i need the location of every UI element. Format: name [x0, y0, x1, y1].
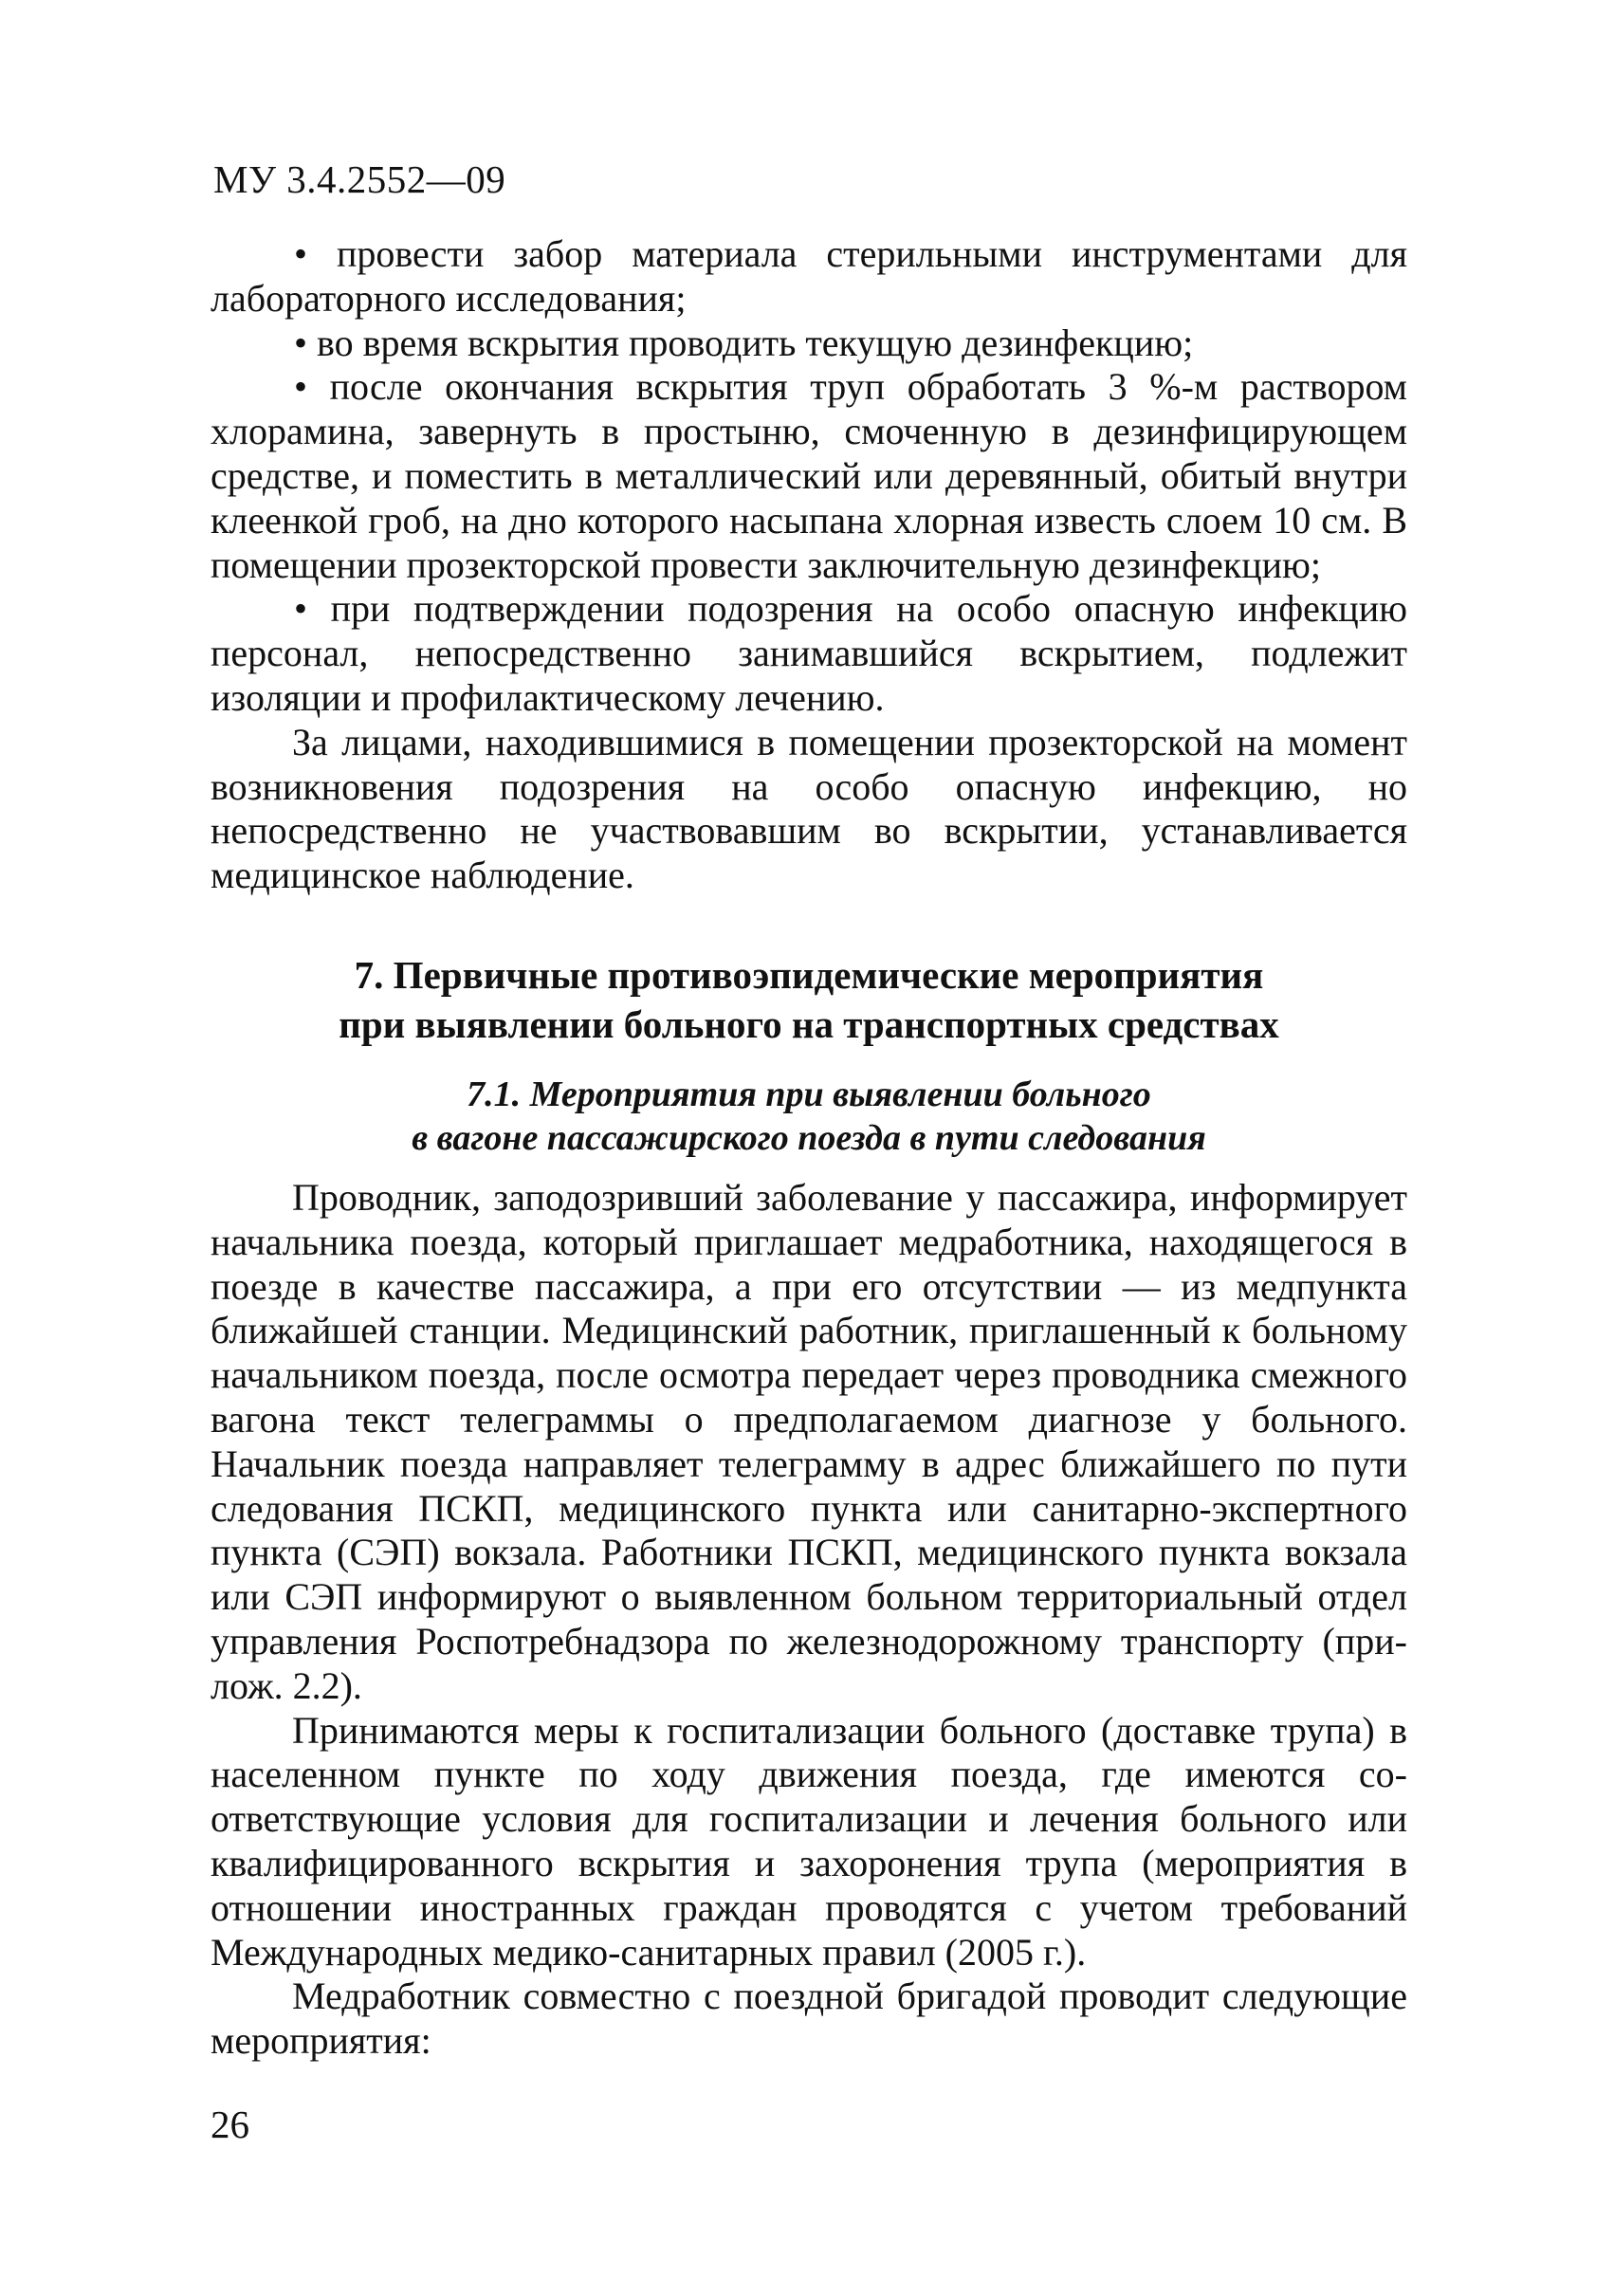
subsection-7-1-heading-line: в вагоне пассажирского поезда в пути следования [412, 1118, 1206, 1158]
body-paragraph: Проводник, заподозривший заболевание у пассажира, информирует начальника поезда, который приглашает медработника, находящегося в поезде в качестве пассажира, а при его отсутствии — из медпункта ближайшей станции. Медицинский работник, приглашенный к больному начальником поезда, после осмотра передает через проводника смежного вагона текст телеграммы о предполагаемом диагнозе у больного. Начальник поезда направляет телеграмму в адрес ближайшего по пути следования ПСКП, медицинского пункта или санитарно-экспертного пункта (СЭП) вокзала. Работники ПСКП, медицинского пункта вокзала или СЭП информируют о выявленном больном территориальный отдел управления Роспотребнадзора по железнодорожному транспорту (прилож. 2.2). [211, 1176, 1407, 1707]
section-7-heading [211, 950, 1407, 1049]
bullet-item: • провести забор материала стерильными инструментами для лабораторного исследования; [211, 232, 1407, 320]
autopsy-measures-block [211, 232, 1407, 898]
subsection-7-1-heading [211, 1073, 1407, 1160]
body-paragraph: Принимаются меры к госпитализации больного (доставке трупа) в населенном пункте по ходу движения поезда, где имеются соответствующие условия для госпитализации и лечения больного или квалифицированного вскрытия и захоронения трупа (мероприятия в отношении иностранных граждан проводятся с учетом требований Международных медико-санитарных правил (2005 г.). [211, 1708, 1407, 1974]
bullet-item: • во время вскрытия проводить текущую дезинфекцию; [294, 321, 1194, 364]
bullet-item: • после окончания вскрытия труп обработать 3 %-м раствором хлорамина, завернуть в простыню, смоченную в дезинфицирующем средстве, и поместить в металлический или деревянный, обитый внутри клеенкой гроб, на дно которого насыпана хлорная известь слоем 10 см. В помещении прозекторской провести заключительную дезинфекцию; [211, 365, 1407, 586]
observation-paragraph: За лицами, находившимися в помещении прозекторской на момент возникновения подозрения на особо опасную инфекцию, но непосредственно не участвовавшим во вскрытии, устанавливается медицинское наблюдение. [211, 720, 1407, 897]
section-7-heading-line: 7. Первичные противоэпидемические мероприятия [354, 953, 1264, 997]
subsection-7-1-heading-line: 7.1. Мероприятия при выявлении больного [467, 1075, 1151, 1114]
body-paragraph: Медработник совместно с поездной бригадой проводит следующие мероприятия: [211, 1975, 1407, 2063]
train-measures-block [211, 1176, 1407, 2064]
bullet-item: • при подтверждении подозрения на особо опасную инфекцию персонал, непосредственно занимавшийся вскрытием, подлежит изоляции и профилактическому лечению. [211, 587, 1407, 719]
page-number: 26 [211, 2103, 249, 2146]
section-7-heading-line: при выявлении больного на транспортных средствах [339, 1002, 1279, 1046]
document-code-header: МУ 3.4.2552—09 [213, 157, 506, 201]
